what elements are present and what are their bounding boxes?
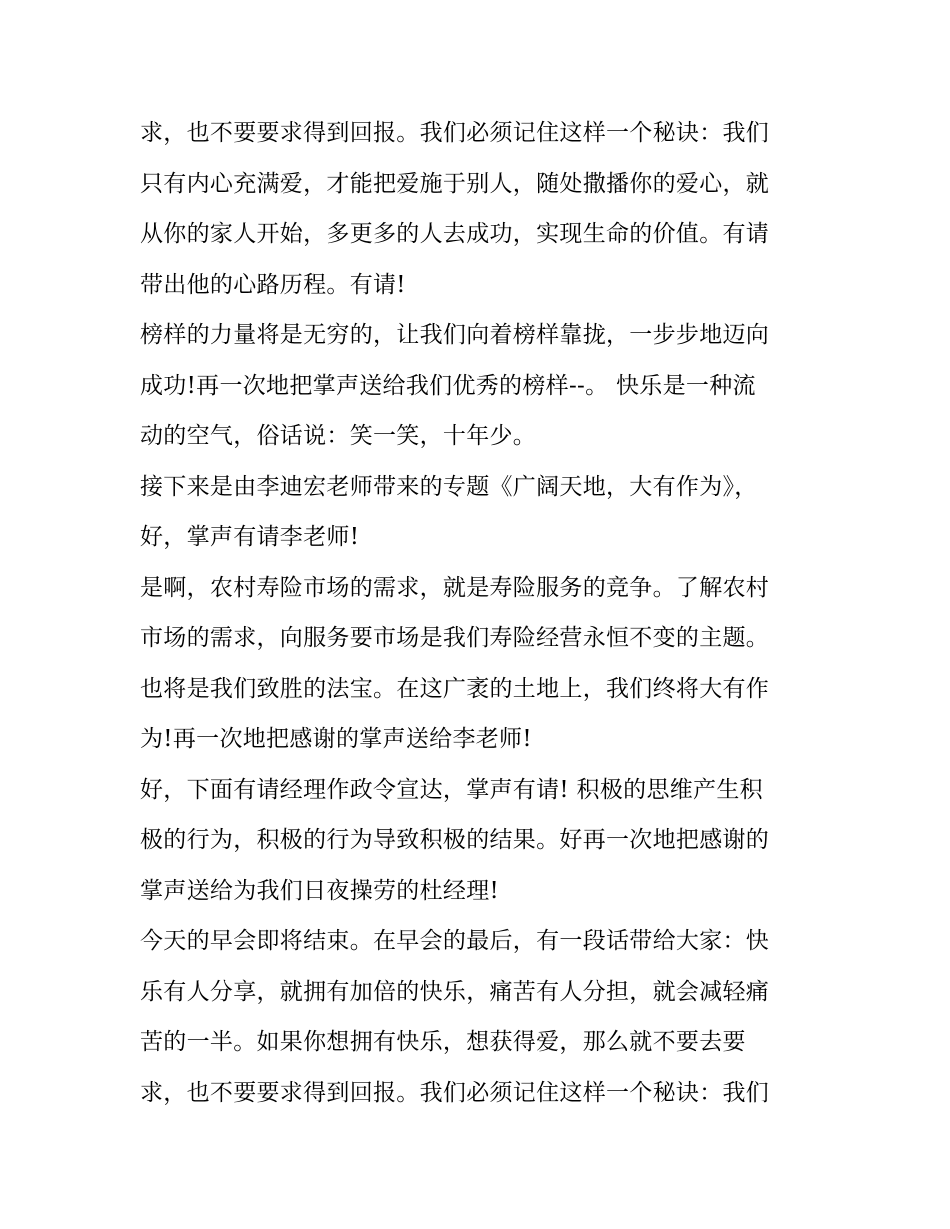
text-line: 今天的早会即将结束。在早会的最后，有一段话带给大家：快 <box>140 928 770 954</box>
text-line: 市场的需求，向服务要市场是我们寿险经营永恒不变的主题。 <box>140 625 770 651</box>
text-line: 极的行为，积极的行为导致积极的结果。好再一次地把感谢的 <box>140 827 770 853</box>
text-line: 好，下面有请经理作政令宣达，掌声有请! 积极的思维产生积 <box>140 776 763 803</box>
text-line: 只有内心充满爱，才能把爱施于别人，随处撒播你的爱心，就 <box>140 170 770 197</box>
text-line: 求，也不要要求得到回报。我们必须记住这样一个秘诀：我们 <box>140 120 770 146</box>
body-text <box>140 108 820 1118</box>
text-line: 掌声送给为我们日夜操劳的杜经理! <box>140 877 500 904</box>
text-line: 带出他的心路历程。有请! <box>140 271 406 298</box>
text-line: 从你的家人开始，多更多的人去成功，实现生命的价值。有请 <box>140 221 770 247</box>
text-line: 为!再一次地把感谢的掌声送给李老师! <box>140 726 532 752</box>
text-line: 乐有人分享，就拥有加倍的快乐，痛苦有人分担，就会减轻痛 <box>140 978 770 1005</box>
text-line: 榜样的力量将是无穷的，让我们向着榜样靠拢，一步步地迈向 <box>140 322 770 348</box>
text-line: 成功!再一次地把掌声送给我们优秀的榜样--。 快乐是一种流 <box>140 372 756 399</box>
text-line: 求，也不要要求得到回报。我们必须记住这样一个秘诀：我们 <box>140 1079 770 1106</box>
text-line: 也将是我们致胜的法宝。在这广袤的土地上，我们终将大有作 <box>140 675 770 702</box>
text-line: 是啊，农村寿险市场的需求，就是寿险服务的竞争。了解农村 <box>140 574 770 601</box>
text-line: 好，掌声有请李老师! <box>140 524 360 550</box>
text-line: 苦的一半。如果你想拥有快乐，想获得爱，那么就不要去要 <box>140 1029 746 1055</box>
text-line: 接下来是由李迪宏老师带来的专题《广阔天地，大有作为》， <box>140 473 758 500</box>
text-line: 动的空气，俗话说：笑一笑，十年少。 <box>140 423 537 449</box>
